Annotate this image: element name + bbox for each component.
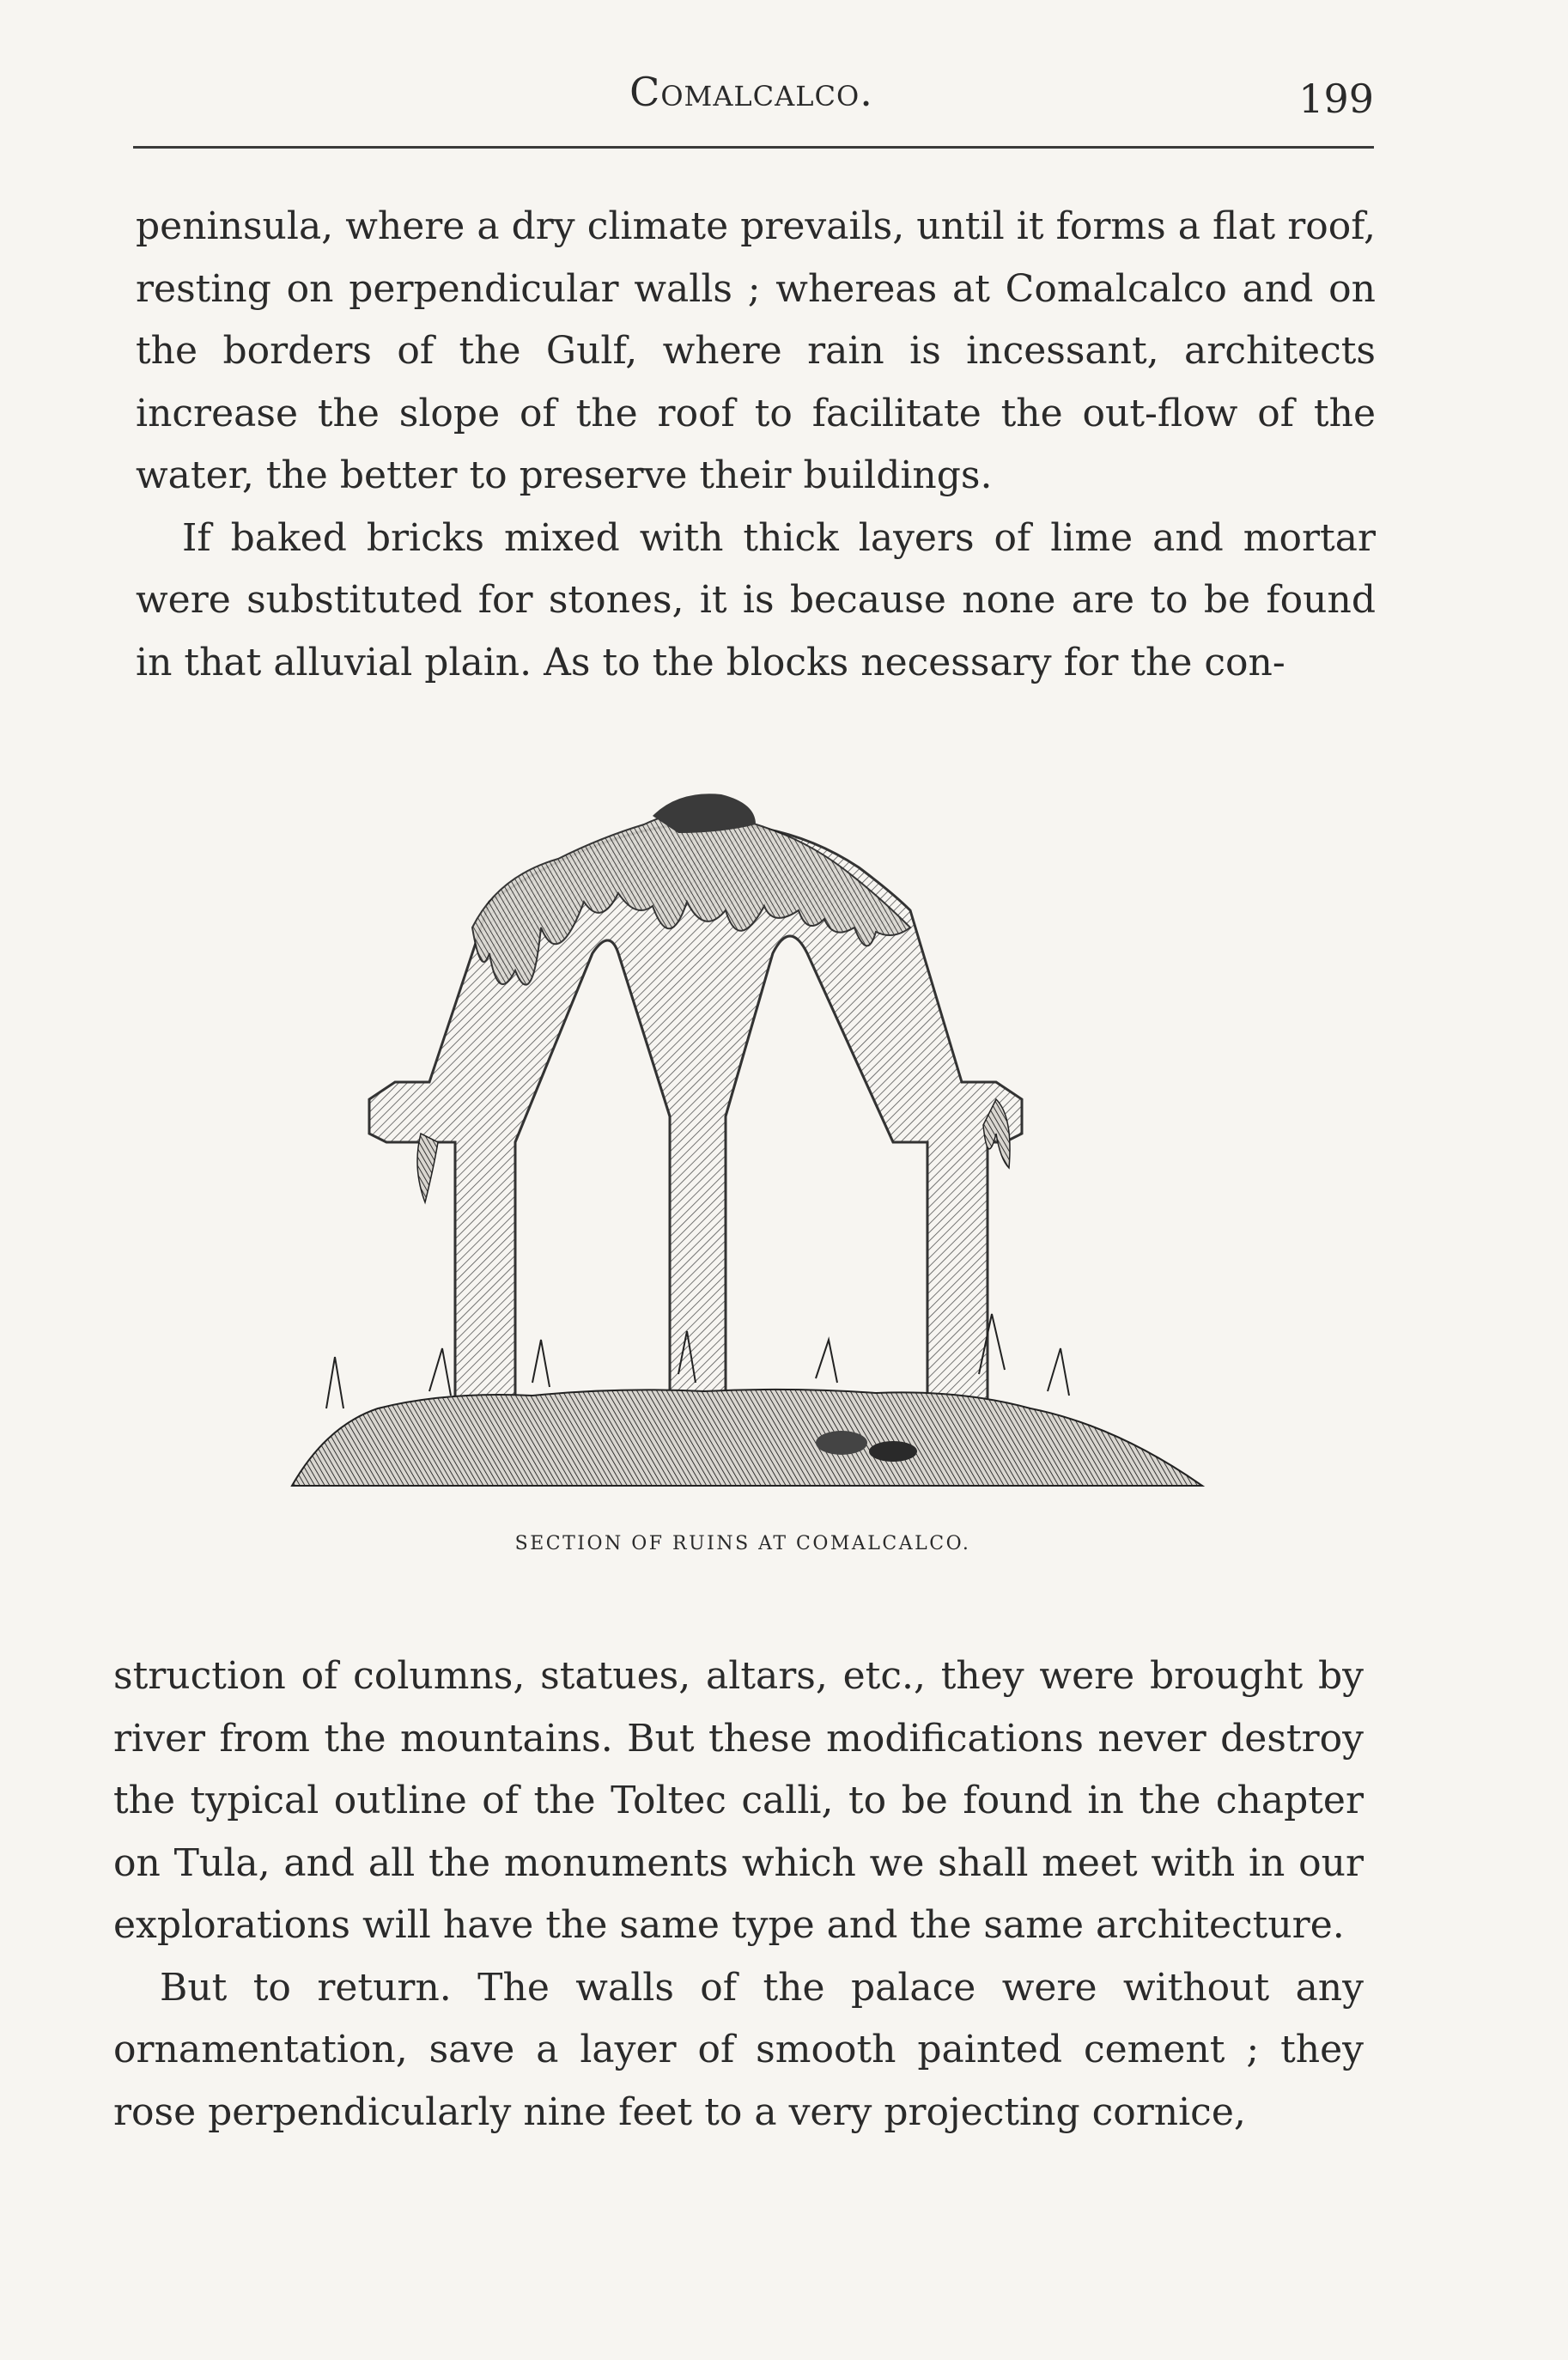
body-text-bottom [113, 1645, 1364, 2144]
figure-caption: SECTION OF RUINS AT COMALCALCO. [514, 1533, 971, 1554]
paragraph: If baked bricks mixed with thick layers of lime and mortar were substituted for stones, it is because none are to be found in that alluvial plain. As to the blocks necessary for the con- [136, 515, 1376, 684]
cornice-moss-left [417, 1134, 438, 1202]
page-number: 199 [1298, 76, 1374, 122]
running-title: Comalcalco. [629, 69, 873, 115]
ruins-section-illustration [275, 756, 1211, 1554]
ruins-engraving [275, 756, 1211, 1529]
paragraph: But to return. The walls of the palace were without any ornamentation, save a layer of smooth painted cement ; they rose perpendicularly nine feet to a very projecting cornice, [113, 1965, 1364, 2134]
ground-vegetation [292, 1390, 1202, 1486]
paragraph: peninsula, where a dry climate prevails, until it forms a flat roof, resting on perpendicular walls ; whereas at Comalcalco and on the borders of the Gulf, where rain is incessant, architects increase the slope of the roof to facilitate the out-flow of the water, the better to preserve their buildings. [136, 204, 1376, 497]
paragraph: struction of columns, statues, altars, etc., they were brought by river from the mountains. But these modifications never destroy the typical outline of the Toltec calli, to be found in the chapter on Tula, and all the monuments which we shall meet with in our explorations will have the same type and the same architecture. [113, 1654, 1364, 1947]
header-rule [133, 146, 1374, 149]
body-text-top [136, 196, 1376, 694]
page-header [129, 69, 1374, 129]
